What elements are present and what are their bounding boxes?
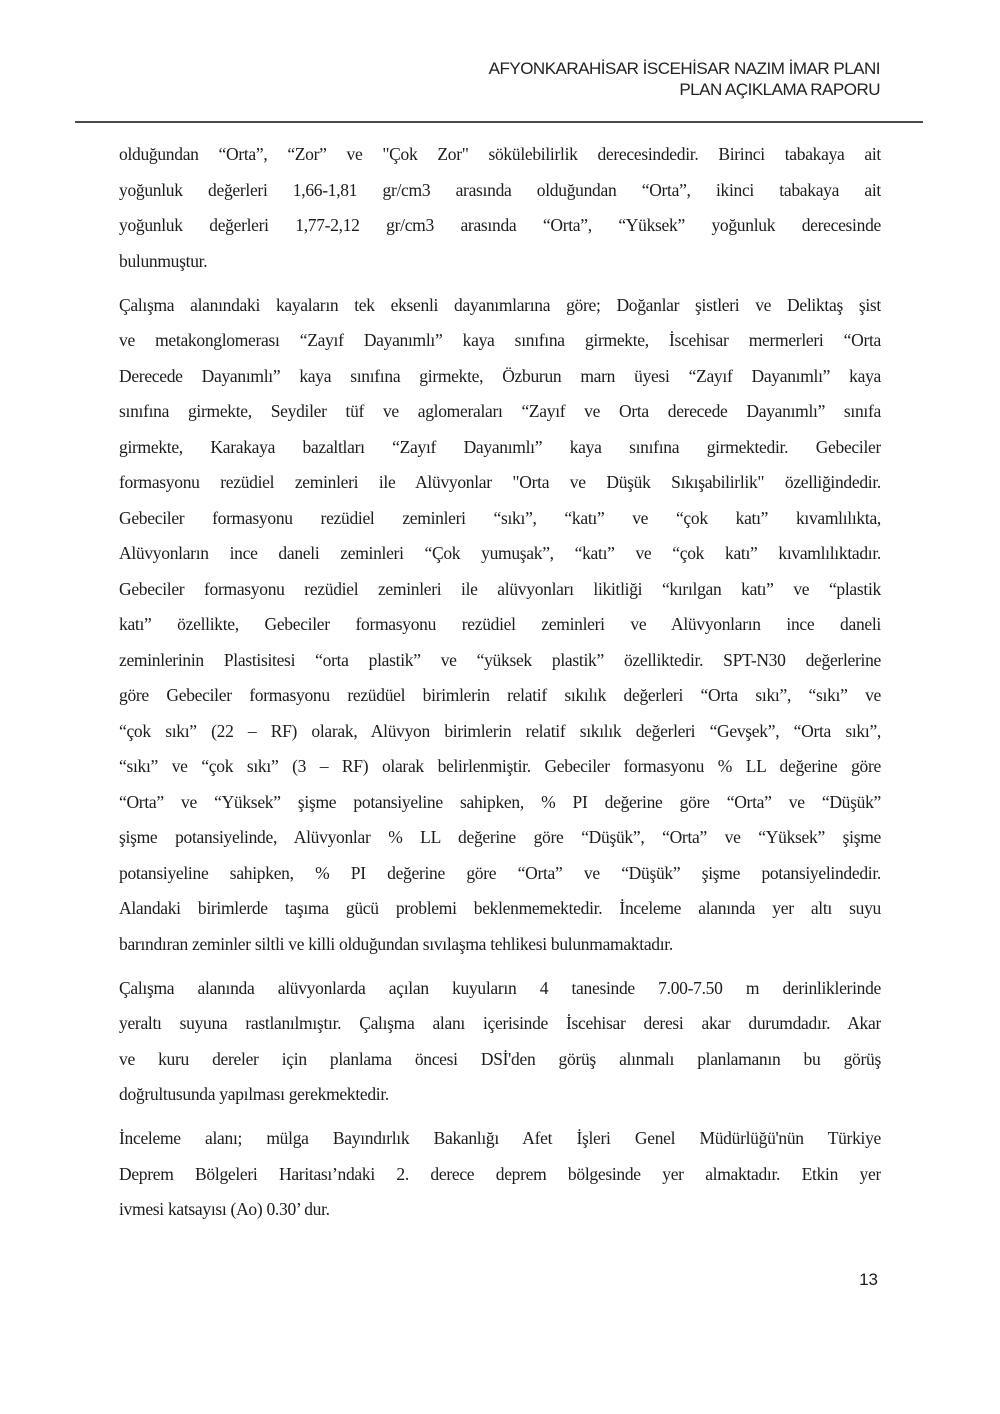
text-line: “Orta” ve “Yüksek” şişme potansiyeline sahipken, % PI değerine göre “Orta” ve “Düşük” — [119, 791, 881, 812]
text-line: bulunmuştur. — [119, 250, 208, 271]
text-line: yoğunluk değerleri 1,77-2,12 gr/cm3 arasında “Orta”, “Yüksek” yoğunluk derecesinde — [119, 215, 881, 235]
text-line: ivmesi katsayısı (Ao) 0.30’ dur. — [119, 1199, 330, 1219]
text-line: katı” özellikte, Gebeciler formasyonu rezüdiel zeminleri ve Alüvyonların ince daneli — [119, 614, 881, 634]
text-line: yoğunluk değerleri 1,66-1,81 gr/cm3 arasında olduğundan “Orta”, ikinci tabakaya ait — [119, 179, 881, 200]
text-line: zeminlerinin Plastisitesi “orta plastik” ve “yüksek plastik” özelliktedir. SPT-N30 değerlerine — [119, 649, 881, 670]
text-line: Gebeciler formasyonu rezüdiel zeminleri “sıkı”, “katı” ve “çok katı” kıvamlılıkta, — [119, 507, 881, 528]
page-number: 13 — [859, 1270, 878, 1289]
header-title-line-1: AFYONKARAHİSAR İSCEHİSAR NAZIM İMAR PLANI — [488, 59, 880, 78]
text-line: ve metakonglomerası “Zayıf Dayanımlı” kaya sınıfına girmekte, İscehisar mermerleri “Orta — [119, 330, 881, 350]
text-line: Alüvyonların ince daneli zeminleri “Çok yumuşak”, “katı” ve “çok katı” kıvamlılıktadır. — [119, 543, 881, 563]
text-line: şişme potansiyelinde, Alüvyonlar % LL değerine göre “Düşük”, “Orta” ve “Yüksek” şişme — [119, 827, 881, 847]
text-line: olduğundan “Orta”, “Zor” ve "Çok Zor" sökülebilirlik derecesindedir. Birinci tabakaya ait — [119, 144, 881, 164]
report-header — [489, 58, 880, 100]
header-title-line-2: PLAN AÇIKLAMA RAPORU — [679, 80, 880, 99]
text-line: İnceleme alanı; mülga Bayındırlık Bakanlığı Afet İşleri Genel Müdürlüğü'nün Türkiye — [119, 1128, 881, 1148]
header-rule — [75, 121, 923, 123]
text-line: ve kuru dereler için planlama öncesi DSİ'den görüş alınmalı planlamanın bu görüş — [119, 1048, 881, 1069]
text-line: Derecede Dayanımlı” kaya sınıfına girmekte, Özburun marn üyesi “Zayıf Dayanımlı” kaya — [119, 365, 881, 386]
paragraph — [119, 137, 881, 279]
text-line: Çalışma alanındaki kayaların tek eksenli dayanımlarına göre; Doğanlar şistleri ve Deliktaş şist — [119, 294, 881, 315]
text-line: Deprem Bölgeleri Haritası’ndaki 2. derece deprem bölgesinde yer almaktadır. Etkin yer — [119, 1163, 881, 1184]
text-line: Gebeciler formasyonu rezüdiel zeminleri ile alüvyonları likitliği “kırılgan katı” ve “plastik — [119, 578, 881, 599]
text-line: sınıfına girmekte, Seydiler tüf ve aglomeraları “Zayıf ve Orta derecede Dayanımlı” sınıfa — [119, 401, 881, 421]
text-line: barındıran zeminler siltli ve killi olduğundan sıvılaşma tehlikesi bulunmamaktadır. — [119, 933, 673, 954]
document-body — [119, 137, 881, 1236]
text-line: göre Gebeciler formasyonu rezüdüel birimlerin relatif sıkılık değerleri “Orta sıkı”, “sıkı” ve — [119, 685, 881, 705]
text-line: Alandaki birimlerde taşıma gücü problemi beklenmemektedir. İnceleme alanında yer altı suyu — [119, 898, 881, 918]
paragraph — [119, 1121, 881, 1228]
paragraph — [119, 971, 881, 1113]
text-line: girmekte, Karakaya bazaltları “Zayıf Dayanımlı” kaya sınıfına girmektedir. Gebeciler — [119, 436, 881, 457]
text-line: doğrultusunda yapılması gerekmektedir. — [119, 1084, 389, 1104]
text-line: potansiyeline sahipken, % PI değerine göre “Orta” ve “Düşük” şişme potansiyelindedir. — [119, 862, 881, 883]
text-line: Çalışma alanında alüvyonlarda açılan kuyuların 4 tanesinde 7.00-7.50 m derinliklerinde — [119, 977, 881, 998]
text-line: formasyonu rezüdiel zeminleri ile Alüvyonlar "Orta ve Düşük Sıkışabilirlik" özelliğindedir. — [119, 472, 881, 492]
text-line: yeraltı suyuna rastlanılmıştır. Çalışma alanı içerisinde İscehisar deresi akar durumdadır. Akar — [119, 1013, 881, 1033]
text-line: “sıkı” ve “çok sıkı” (3 – RF) olarak belirlenmiştir. Gebeciler formasyonu % LL değerine göre — [119, 756, 881, 776]
text-line: “çok sıkı” (22 – RF) olarak, Alüvyon birimlerin relatif sıkılık değerleri “Gevşek”, “Orta sıkı”, — [119, 720, 881, 741]
paragraph — [119, 288, 881, 963]
